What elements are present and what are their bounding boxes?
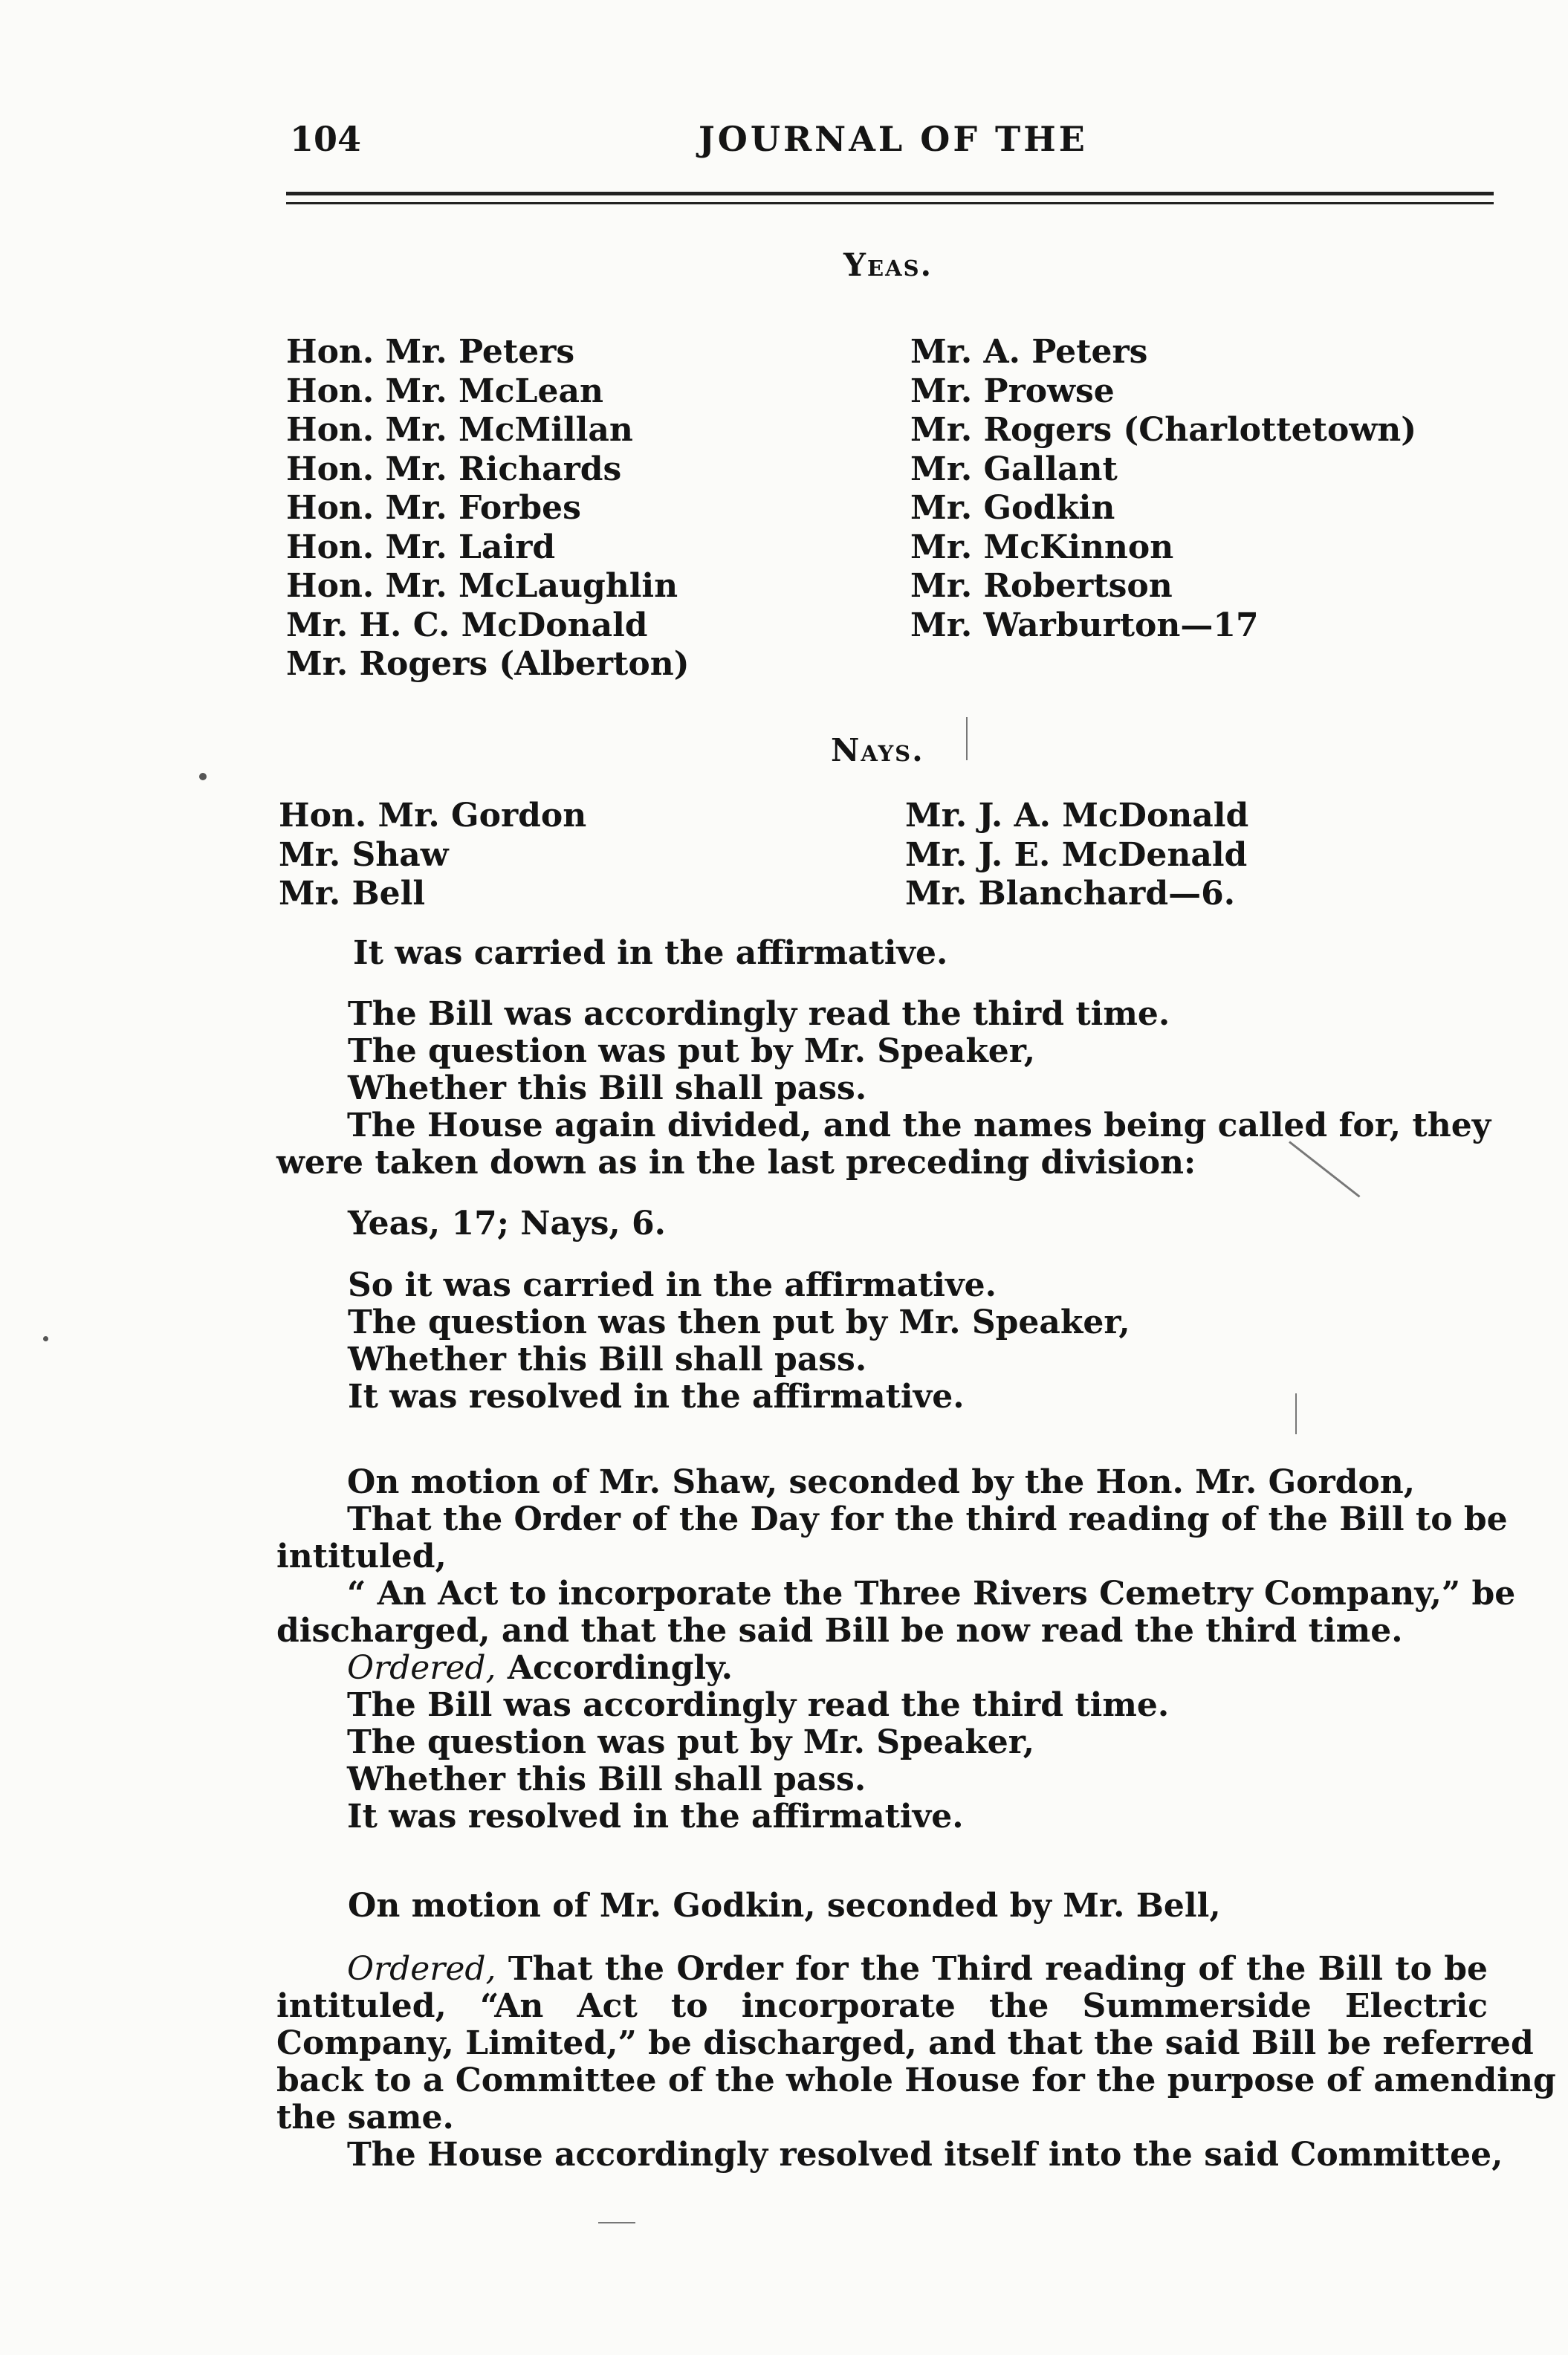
list-item: Mr. J. A. McDonald: [905, 797, 1249, 835]
ordered-word: Ordered,: [347, 1950, 496, 1988]
yeas-heading: Yeas.: [843, 247, 933, 283]
text-line: The question was put by Mr. Speaker,: [348, 1032, 1036, 1070]
running-head: JOURNAL OF THE: [699, 119, 1088, 159]
list-item: Mr. Rogers (Charlottetown): [910, 411, 1417, 449]
list-item: Mr. McKinnon: [910, 528, 1174, 566]
scan-stroke: [598, 2222, 635, 2223]
list-item: Hon. Mr. Richards: [286, 450, 622, 488]
scan-stroke: [966, 717, 968, 760]
text-line: discharged, and that the said Bill be now read the third time.: [276, 1612, 1403, 1650]
nays-heading: Nays.: [831, 732, 924, 768]
list-item: Mr. Blanchard—6.: [905, 875, 1236, 913]
list-item: Hon. Mr. McLaughlin: [286, 567, 678, 605]
list-item: Mr. Rogers (Alberton): [286, 645, 690, 683]
header-rule-bottom: [286, 202, 1494, 204]
list-item: Hon. Mr. Gordon: [279, 797, 587, 835]
text-line: It was resolved in the affirmative.: [347, 1798, 964, 1836]
paragraph-division: [276, 1107, 1491, 1182]
text-line: The question was then put by Mr. Speaker,: [348, 1303, 1130, 1341]
text-line: That the Order of the Day for the third reading of the Bill to be: [347, 1500, 1508, 1538]
text-line: back to a Committee of the whole House for the purpose of amending: [276, 2061, 1556, 2099]
text-line: Whether this Bill shall pass.: [348, 1341, 867, 1379]
nays-left-column: [279, 797, 586, 914]
paragraph-third-reading: [348, 996, 1170, 1107]
list-item: Mr. Shaw: [279, 835, 449, 874]
text-line: the same.: [276, 2099, 454, 2137]
text-line: It was resolved in the affirmative.: [348, 1378, 965, 1416]
text-line: On motion of Mr. Shaw, seconded by the Hon. Mr. Gordon,: [347, 1463, 1416, 1501]
list-item: Hon. Mr. Forbes: [286, 489, 581, 527]
motion-godkin-intro: On motion of Mr. Godkin, seconded by Mr. Bell,: [348, 1887, 1221, 1925]
scan-stroke: [1295, 1393, 1297, 1434]
text-line: The Bill was accordingly read the third time.: [347, 1686, 1170, 1724]
carried-line: It was carried in the affirmative.: [353, 934, 948, 972]
header-rule-top: [286, 192, 1494, 195]
text-line: were taken down as in the last preceding division:: [276, 1144, 1196, 1182]
text-line: Whether this Bill shall pass.: [347, 1760, 866, 1798]
motion-godkin: [276, 1950, 1556, 2174]
list-item: Mr. Robertson: [910, 567, 1173, 605]
text-line: So it was carried in the affirmative.: [348, 1266, 997, 1304]
list-item: Mr. Gallant: [910, 450, 1118, 488]
text-line: The question was put by Mr. Speaker,: [347, 1723, 1035, 1761]
list-item: Hon. Mr. Laird: [286, 528, 556, 566]
ordered-word: Ordered,: [347, 1649, 496, 1687]
list-item: Mr. Godkin: [910, 489, 1115, 527]
ordered-rest: Accordingly.: [496, 1649, 733, 1687]
text-line: “ An Act to incorporate the Three Rivers Cemetry Company,” be: [347, 1575, 1516, 1613]
list-item: Mr. H. C. McDonald: [286, 606, 648, 644]
page-number: 104: [290, 119, 362, 159]
text-line: Company, Limited,” be discharged, and that the said Bill be referred: [276, 2024, 1534, 2062]
list-item: Mr. Bell: [279, 875, 426, 913]
scan-speck: [199, 773, 207, 780]
list-item: Mr. Warburton—17: [910, 606, 1259, 644]
ordered-line: [276, 1951, 1488, 1988]
text-line: The House accordingly resolved itself into the said Committee,: [347, 2136, 1503, 2174]
list-item: Hon. Mr. McMillan: [286, 411, 633, 449]
division-tally: Yeas, 17; Nays, 6.: [348, 1205, 666, 1243]
text-line: The Bill was accordingly read the third time.: [348, 995, 1170, 1033]
text-line: The House again divided, and the names being called for, they: [347, 1107, 1491, 1144]
text-line: intituled, “An Act to incorporate the Summerside Electric: [276, 1987, 1488, 2025]
yeas-right-column: [910, 333, 1416, 645]
paragraph-affirmative: [348, 1267, 1130, 1416]
list-item: Mr. J. E. McDenald: [905, 835, 1248, 874]
list-item: Mr. Prowse: [910, 372, 1115, 410]
text-line: Whether this Bill shall pass.: [348, 1069, 867, 1107]
list-item: Hon. Mr. Peters: [286, 333, 575, 371]
nays-right-column: [905, 797, 1248, 914]
text-line: intituled,: [276, 1538, 447, 1575]
motion-shaw: [276, 1463, 1516, 1836]
ordered-rest: That the Order for the Third reading of the Bill to be: [496, 1950, 1488, 1988]
scan-speck: [43, 1336, 48, 1341]
yeas-left-column: [286, 333, 690, 684]
page-header: [290, 119, 1494, 163]
list-item: Mr. A. Peters: [910, 333, 1148, 371]
list-item: Hon. Mr. McLean: [286, 372, 603, 410]
ordered-line: [276, 1650, 1488, 1687]
